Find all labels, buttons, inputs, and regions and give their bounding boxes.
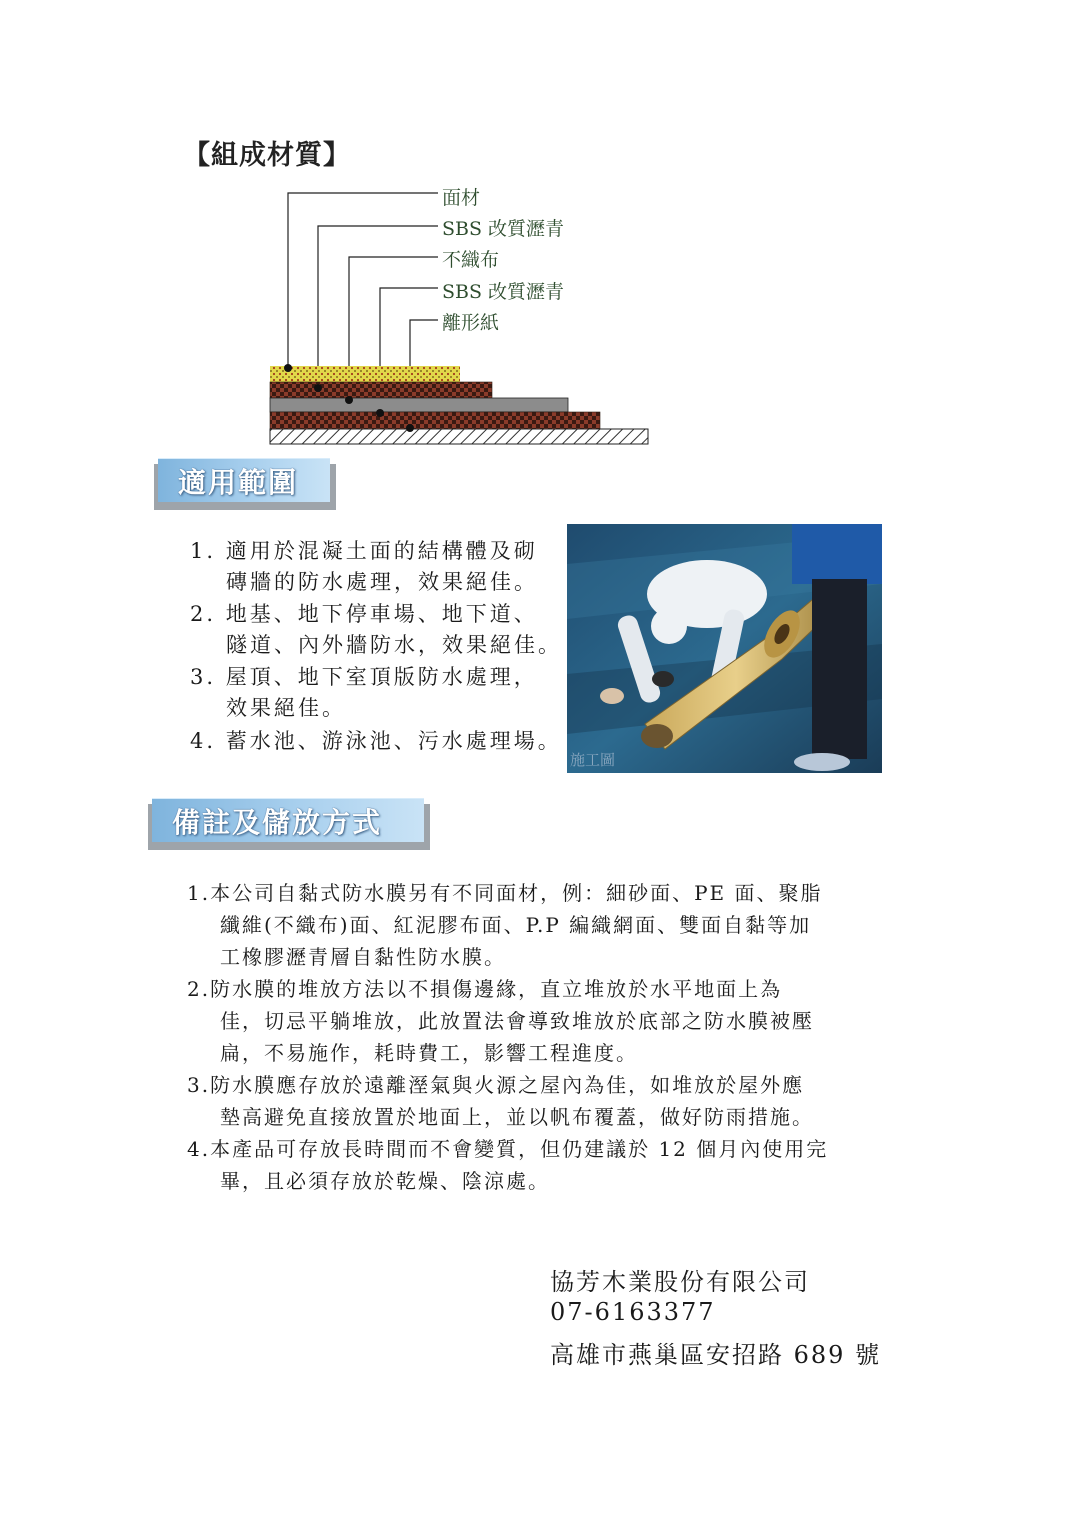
company-phone: 07-6163377	[550, 1298, 716, 1326]
layer-nonwoven	[270, 398, 568, 412]
photo-caption: 施工圖	[570, 751, 616, 769]
layer-label-sbs-1: SBS 改質瀝青	[442, 218, 565, 240]
scope-line-5: 3. 屋頂、地下室頂版防水處理，	[190, 665, 538, 689]
note-line-3: 工橡膠瀝青層自黏性防水膜。	[220, 945, 506, 969]
notes-heading: 備註及儲放方式	[172, 806, 383, 839]
company-address: 高雄市燕巢區安招路 689 號	[550, 1341, 882, 1369]
scope-line-7: 4. 蓄水池、游泳池、污水處理場。	[190, 729, 562, 753]
layer-label-surface: 面材	[442, 187, 481, 209]
scope-line-2: 磚牆的防水處理，效果絕佳。	[226, 570, 538, 594]
layer-sbs-top	[270, 382, 492, 398]
scope-line-3: 2. 地基、地下停車場、地下道、	[190, 602, 538, 626]
composition-title: 【組成材質】	[183, 140, 351, 171]
layer-sbs-bottom	[270, 412, 600, 429]
scope-banner	[158, 458, 330, 502]
layer-label-sbs-2: SBS 改質瀝青	[442, 281, 565, 303]
layer-release-paper	[270, 429, 648, 444]
note-line-2: 纖維(不織布)面、紅泥膠布面、P.P 編織網面、雙面自黏等加	[220, 913, 812, 937]
construction-photo	[567, 524, 882, 773]
note-line-6: 扁，不易施作，耗時費工，影響工程進度。	[220, 1041, 638, 1065]
company-name: 協芳木業股份有限公司	[550, 1268, 810, 1296]
scope-line-4: 隧道、內外牆防水，效果絕佳。	[226, 633, 562, 657]
construction-photo-art	[567, 524, 882, 773]
note-line-8: 墊高避免直接放置於地面上，並以帆布覆蓋，做好防雨措施。	[220, 1105, 814, 1129]
note-line-7: 3.防水膜應存放於遠離溼氣與火源之屋內為佳，如堆放於屋外應	[187, 1073, 805, 1097]
note-line-1: 1.本公司自黏式防水膜另有不同面材，例：細砂面、PE 面、聚脂	[187, 881, 823, 905]
note-line-9: 4.本產品可存放長時間而不會變質，但仍建議於 12 個月內使用完	[187, 1137, 829, 1161]
scope-line-6: 效果絕佳。	[226, 696, 346, 720]
note-line-5: 佳，切忌平躺堆放，此放置法會導致堆放於底部之防水膜被壓	[220, 1009, 814, 1033]
note-line-10: 畢，且必須存放於乾燥、陰涼處。	[220, 1169, 550, 1193]
scope-line-1: 1. 適用於混凝土面的結構體及砌	[190, 539, 538, 563]
layer-surface	[270, 366, 460, 382]
notes-banner	[152, 798, 424, 842]
layer-label-nonwoven: 不織布	[442, 249, 500, 271]
scope-heading: 適用範圍	[178, 466, 299, 499]
note-line-4: 2.防水膜的堆放方法以不損傷邊緣，直立堆放於水平地面上為	[187, 977, 783, 1001]
layer-label-release: 離形紙	[442, 312, 500, 334]
